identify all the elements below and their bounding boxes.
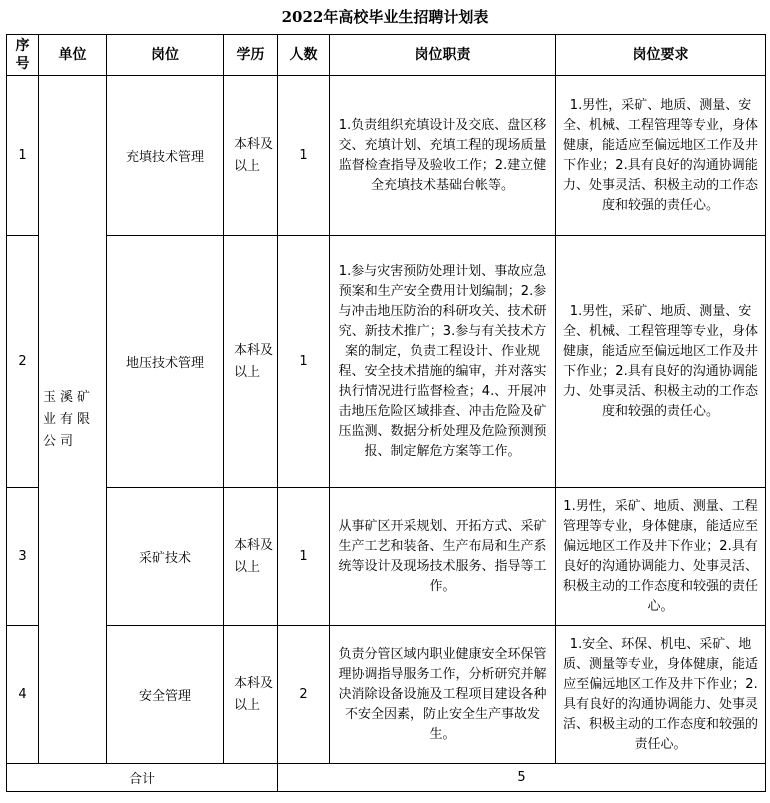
row-post: 充填技术管理 [107,76,224,236]
row-seq: 2 [7,236,39,488]
row-requirement: 1.男性，采矿、地质、测量、安全、机械、工程管理等专业，身体健康，能适应至偏远地区工作及井下作业；2.具有良好的沟通协调能力、处事灵活、积极主动的工作态度和较强的责任心。 [556,236,766,488]
header-education: 学历 [224,35,278,76]
row-requirement: 1.男性，采矿、地质、测量、工程管理等专业，身体健康，能适应至偏远地区工作及井下作业；2.具有良好的沟通协调能力、处事灵活、积极主动的工作态度和较强的责任心。 [556,488,766,626]
row-education: 本科及以上 [224,626,278,764]
table-row [7,488,766,626]
table-row [7,76,766,236]
header-unit: 单位 [39,35,107,76]
row-duty: 1.参与灾害预防处理计划、事故应急预案和生产安全费用计划编制；2.参与冲击地压防治的科研攻关、技术研究、新技术推广；3.参与有关技术方案的制定，负责工程设计、作业规程、安全技术措施的编审，并对落实执行情况进行监督检查；4.、开展冲击地压危险区域排查、冲击危险及矿压监测、数据分析处理及危险预测预报、制定解危方案等工作。 [330,236,556,488]
row-education: 本科及以上 [224,236,278,488]
total-value: 5 [278,764,766,792]
row-count: 2 [278,626,330,764]
row-seq: 1 [7,76,39,236]
header-row [7,35,766,76]
row-seq: 4 [7,626,39,764]
row-requirement: 1.安全、环保、机电、采矿、地质、测量等专业，身体健康，能适应至偏远地区工作及井下作业；2.具有良好的沟通协调能力、处事灵活、积极主动的工作态度和较强的责任心。 [556,626,766,764]
header-post: 岗位 [107,35,224,76]
row-seq: 3 [7,488,39,626]
header-duty: 岗位职责 [330,35,556,76]
row-count: 1 [278,76,330,236]
recruitment-table [6,34,766,792]
row-post: 安全管理 [107,626,224,764]
table-row [7,236,766,488]
table-row [7,626,766,764]
table-title: 2022年高校毕业生招聘计划表 [281,8,489,26]
row-duty: 从事矿区开采规划、开拓方式、采矿生产工艺和装备、生产布局和生产系统等设计及现场技术服务、指导等工作。 [330,488,556,626]
header-count: 人数 [278,35,330,76]
row-education: 本科及以上 [224,76,278,236]
total-row [7,764,766,792]
row-count: 1 [278,488,330,626]
row-education: 本科及以上 [224,488,278,626]
unit-cell [39,76,107,764]
row-requirement: 1.男性，采矿、地质、测量、安全、机械、工程管理等专业，身体健康，能适应至偏远地区工作及井下作业；2.具有良好的沟通协调能力、处事灵活、积极主动的工作态度和较强的责任心。 [556,76,766,236]
unit-name: 玉溪矿业有限公司 [43,389,95,449]
row-duty: 负责分管区域内职业健康安全环保管理协调指导服务工作，分析研究并解决消除设备设施及工程项目建设各种不安全因素，防止安全生产事故发生。 [330,626,556,764]
row-duty: 1.负责组织充填设计及交底、盘区移交、充填计划、充填工程的现场质量监督检查指导及验收工作；2.建立健全充填技术基础台帐等。 [330,76,556,236]
row-count: 1 [278,236,330,488]
header-requirement: 岗位要求 [556,35,766,76]
row-post: 地压技术管理 [107,236,224,488]
header-seq: 序号 [7,35,39,76]
total-label: 合计 [7,764,278,792]
row-post: 采矿技术 [107,488,224,626]
